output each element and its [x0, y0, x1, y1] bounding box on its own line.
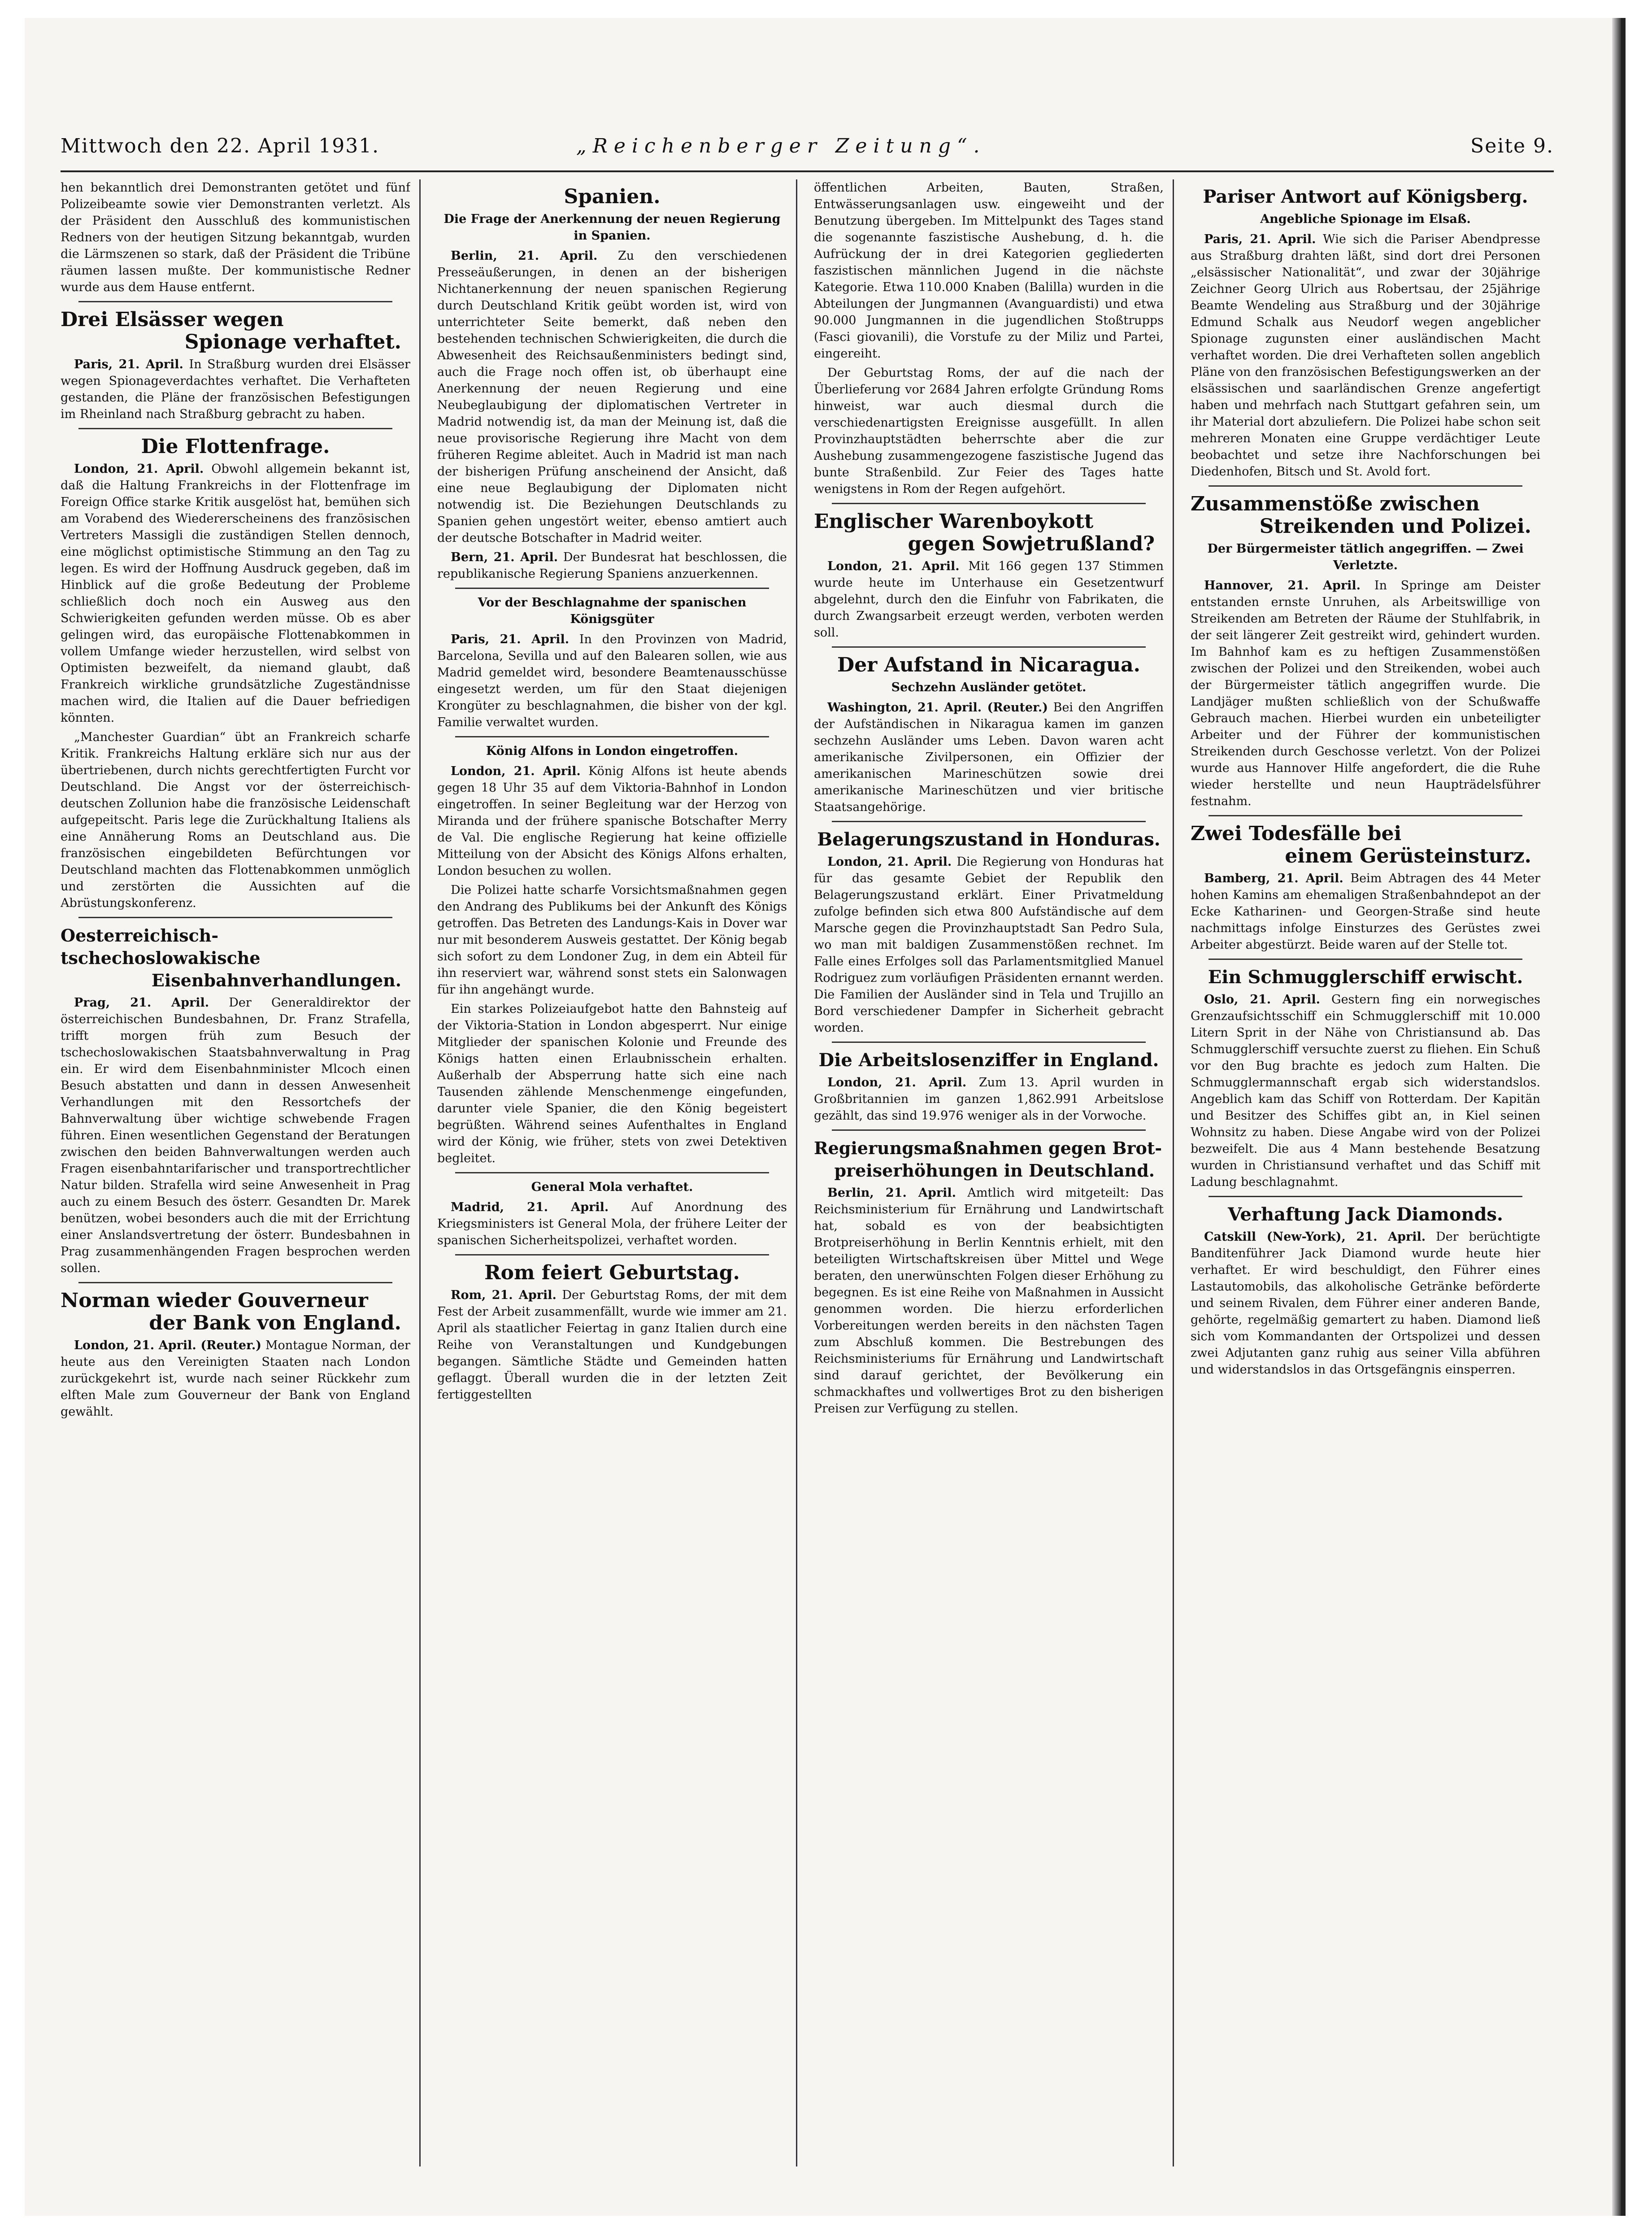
dateline: London, 21. April.: [74, 462, 204, 476]
dateline: Berlin, 21. April.: [451, 249, 598, 263]
headline-schmugglerschiff: Ein Schmugglerschiff erwischt.: [1208, 967, 1523, 988]
article-body: [61, 461, 410, 726]
article-divider: [832, 821, 1146, 822]
article-text: Der Generaldirektor der österreichischen Bundesbahnen, Dr. Franz Strafella, trifft morgen früh zum Besuch der tschechoslowakischen Staatsbahnverwaltung in Prag ein. Er wird dem Eisenbahnminister Mlcoch einen Besuch abstatten und dann in dessen Anwesenheit Verhandlungen mit den Ressortchefs der Bahnverwaltung über wichtige schwebende Fragen führen. Einen wesentlichen Gegenstand der Beratungen zwischen den beiden Bahnverwaltungen werden auch Fragen eisenbahntarifarischer und transportrechtlicher Natur bilden. Strafella wird seine Anwesenheit in Prag auch zu einem Besuch des österr. Gesandten Dr. Marek benützen, wobei besonders auch die mit der Errichtung einer Anslandsvertretung der österr. Bundesbahnen in Prag zusammenhängenden Fragen besprochen werden sollen.: [61, 996, 410, 1275]
dateline: Oslo, 21. April.: [1204, 993, 1320, 1007]
headline-line-1: Zusammenstöße zwischen: [1191, 493, 1480, 515]
headline-spanien: Spanien.: [564, 185, 661, 208]
dateline: Paris, 21. April.: [451, 632, 570, 646]
column-rule: [1173, 179, 1174, 2166]
headline-eisenbahn: [61, 924, 410, 992]
article-text: Der Bundesrat hat beschlossen, die republikanische Regierung Spaniens anzuerkennen.: [437, 550, 787, 581]
headline-line-1: Norman wieder Gouverneur: [61, 1289, 368, 1312]
article-text: Montague Norman, der heute aus den Vereinigten Staaten nach London zurückgekehrt ist, wurde nach seiner Rückkehr zum elften Male zum Gouverneur der Bank von England gewählt.: [61, 1338, 410, 1419]
header-newspaper-name: „Reichenberger Zeitung“.: [576, 135, 986, 157]
article-body: [437, 631, 787, 731]
subheadline: General Mola verhaftet.: [531, 1180, 693, 1194]
column-rule: [796, 179, 797, 2166]
headline-line-2: einem Gerüsteinsturz.: [1285, 845, 1531, 867]
headline-norman: [61, 1290, 410, 1334]
dateline: Prag, 21. April.: [74, 996, 209, 1010]
article-divider: [455, 736, 769, 737]
article-body: [814, 558, 1164, 641]
article-body: [437, 549, 787, 582]
article-body: [814, 1074, 1164, 1124]
article-body: [1191, 991, 1540, 1190]
article-body: [437, 1287, 787, 1403]
header-page-number: Seite 9.: [1470, 135, 1554, 157]
dateline: London, 21. April.: [827, 855, 952, 869]
headline-arbeitslosenziffer: Die Arbeitslosenziffer in England.: [818, 1050, 1159, 1071]
article-body: [61, 994, 410, 1277]
headline-todesfaelle: [1191, 823, 1540, 867]
article-body: [814, 854, 1164, 1036]
article-text: Der Geburtstag Roms, der mit dem Fest der Arbeit zusammenfällt, wurde wie immer am 21. April als staatlicher Feiertag in ganz Italien durch eine Reihe von Veranstaltungen und Kundgebungen begangen. Sämtliche Städte und Gemeinden hatten geflaggt. Überall wurden die in der letzten Zeit fertiggestellten: [437, 1288, 787, 1402]
article-text: Zum 13. April wurden in Großbritannien im ganzen 1,862.991 Arbeitslose gezählt, das sind 19.976 weniger als in der Vorwoche.: [814, 1076, 1164, 1123]
article-body: [1191, 1229, 1540, 1378]
article-divider: [1209, 959, 1522, 960]
headline-line-2: gegen Sowjetrußland?: [908, 532, 1155, 555]
column-1: [61, 179, 410, 2166]
headline-line-1: Englischer Warenboykott: [814, 510, 1094, 533]
subheadline: Die Frage der Anerkennung der neuen Regierung in Spanien.: [443, 212, 781, 243]
article-text: Bei den Angriffen der Aufständischen in Nikaragua kamen im ganzen sechzehn Ausländer ums Leben. Davon waren acht amerikanische Zivilpersonen, ein Offizier der amerikanischen Marineschützen sowie drei amerikanische Marineschützen und vier britische Staatsangehörige.: [814, 701, 1164, 814]
headline-spionage: [61, 309, 410, 353]
article-body: [61, 1337, 410, 1420]
article-divider: [455, 588, 769, 589]
page-header: [61, 135, 1554, 166]
dateline: Paris, 21. April.: [74, 357, 183, 371]
article-text: Amtlich wird mitgeteilt: Das Reichsministerium für Ernährung und Landwirtschaft hat, sobald es von der beabsichtigten Brotpreiserhöhung in Berlin Kenntnis erhielt, mit den beteiligten Wirtschaftskreisen über Mittel und Wege beraten, den unerwünschten Folgen dieser Erhöhung zu begegnen. Es ist eine Reihe von Maßnahmen in Aussicht genommen worden. Die hierzu erforderlichen Vorbereitungen werden bereits in den nächsten Tagen zum Abschluß kommen. Die Bestrebungen des Reichsministeriums für Ernährung und Landwirtschaft sind darauf gerichtet, der Bevölkerung ein schmackhaftes und vollwertiges Brot zu den bisherigen Preisen zur Verfügung zu stellen.: [814, 1186, 1164, 1416]
article-text: In den Provinzen von Madrid, Barcelona, Sevilla und auf den Balearen sollen, wie aus Madrid gemeldet wird, besondere Beamtenausschüsse eingesetzt werden, um für den Staat diejenigen Krongüter zu beschlagnahmen, die bisher von der kgl. Familie verwaltet wurden.: [437, 632, 787, 729]
headline-rom: Rom feiert Geburtstag.: [484, 1261, 740, 1284]
article-body: [814, 1185, 1164, 1417]
article-divider: [832, 646, 1146, 648]
article-divider: [78, 301, 392, 302]
dateline: Madrid, 21. April.: [451, 1200, 609, 1214]
column-rule: [419, 179, 421, 2166]
headline-zusammenstoesse: [1191, 493, 1540, 538]
headline-pariser-antwort: Pariser Antwort auf Königsberg.: [1203, 186, 1528, 207]
article-text: Wie sich die Pariser Abendpresse aus Straßburg drahten läßt, sind dort drei Personen „elsässischer Nationalität“, und zwar der 30jährige Zeichner Georg Ulrich aus Robertsau, der 25jährige Beamte Wendeling aus Straßburg und der 30jährige Edmund Schalk aus Neudorf wegen angeblicher Spionage zugunsten einer ausländischen Macht verhaftet worden. Die drei Verhafteten sollen angeblich Pläne von den französischen Befestigungswerken an der elsässischen und saarländischen Grenze angefertigt haben und mehrfach nach Stuttgart gefahren sein, um ihr Material dort abzuliefern. Die Polizei habe schon seit mehreren Monaten eine Gruppe verdächtiger Leute beobachtet und setze ihre Nachforschungen bei Diedenhofen, Bitsch und St. Avold fort.: [1191, 232, 1540, 479]
article-text: Obwohl allgemein bekannt ist, daß die Haltung Frankreichs in der Flottenfrage im Foreign Office starke Kritik ausgelöst hat, bemühen sich am Vorabend des Wiedererscheinens des französischen Vertreters Massigli die zuständigen Stellen dennoch, eine möglichst optimistische Stimmung an den Tag zu legen. Es wird der Hoffnung Ausdruck gegeben, daß im Hinblick auf die große Bedeutung der Probleme schließlich doch noch ein Ausweg aus den Schwierigkeiten gefunden werden müsse. Ob es aber gelingen wird, das europäische Flottenabkommen in vollem Umfange wieder herzustellen, wird selbst von Optimisten bezweifelt, da niemand glaubt, daß Frankreich wirkliche grundsätzliche Zugeständnisse machen wird, die Italien auf die Dauer befriedigen könnten.: [61, 462, 410, 725]
dateline: Hannover, 21. April.: [1204, 579, 1361, 593]
article-divider: [832, 503, 1146, 504]
article-body: [1191, 231, 1540, 480]
article-divider: [78, 917, 392, 918]
headline-line-2: Eisenbahnverhandlungen.: [151, 970, 401, 990]
article-text: König Alfons ist heute abends gegen 18 Uhr 35 auf dem Viktoria-Bahnhof in London eingetroffen. In seiner Begleitung war der Herzog von Miranda und der frühere spanische Botschafter Merry de Val. Die englische Regierung hat keine offizielle Mitteilung von der Absicht des Königs Alfons erhalten, London besuchen zu wollen.: [437, 764, 787, 878]
page-edge-shadow: [1612, 18, 1621, 2216]
headline-line-2: der Bank von England.: [149, 1312, 401, 1334]
article-divider: [1209, 485, 1522, 487]
headline-line-1: Drei Elsässer wegen: [61, 308, 284, 331]
article-text: Zu den verschiedenen Presseäußerungen, in denen an der bisherigen Nichtanerkennung der neuen spanischen Regierung durch Deutschland Kritik geübt worden ist, wird von unterrichteter Seite bemerkt, daß neben den bestehenden technischen Schwierigkeiten, die durch die Abwesenheit des Reichsaußenministers bedingt sind, auch die Frage noch offen ist, ob überhaupt eine Anerkennung der neuen Regierung und eine Neubeglaubigung der diplomatischen Vertreter in Madrid notwendig ist, da man der Meinung ist, daß die neue provisorische Regierung ihre Macht von dem früheren Regime ableitet. Auch in Madrid ist man nach der bisherigen Prüfung anscheinend der Ansicht, daß eine neue Beglaubigung der Diplomaten nicht notwendig ist. Die Beziehungen Deutschlands zu Spanien gehen ungestört weiter, ebenso amtiert auch der deutsche Botschafter in Madrid weiter.: [437, 249, 787, 545]
article-body: [61, 356, 410, 423]
column-2: [437, 179, 787, 2166]
article-text: Die Regierung von Honduras hat für das gesamte Gebiet der Republik den Belagerungszustand erklärt. Einer Privatmeldung zufolge befinden sich etwa 800 Aufständische auf dem Marsche gegen die Provinzhauptstadt San Pedro Sula, wo man mit baldigen Zusammenstößen rechnet. Im Falle eines Erfolges soll das Parlamentsmitglied Manuel Rodriguez zum vorläufigen Präsidenten ernannt werden. Die Familien der Ausländer sind in Tela und Trujillo an Bord verschiedener Dampfer in Sicherheit gebracht worden.: [814, 855, 1164, 1035]
article-body: [1191, 870, 1540, 953]
column-4: [1191, 179, 1540, 2166]
article-text: Beim Abtragen des 44 Meter hohen Kamins am ehemaligen Straßenbahndepot an der Ecke Katharinen- und Georgen-Straße sind heute nachmittags infolge Einsturzes des Gerüstes zwei Arbeiter abgestürzt. Beide waren auf der Stelle tot.: [1191, 872, 1540, 952]
headline-brotpreis: [814, 1137, 1164, 1182]
article-divider: [832, 1042, 1146, 1043]
headline-line-1: Zwei Todesfälle bei: [1191, 822, 1402, 845]
dateline: Berlin, 21. April.: [827, 1186, 956, 1200]
dateline: Washington, 21. April. (Reuter.): [827, 701, 1048, 715]
article-divider: [78, 1282, 392, 1283]
subheadline: Der Bürgermeister tätlich angegriffen. — Zwei Verletzte.: [1207, 542, 1524, 572]
article-body: [437, 763, 787, 879]
article-body: [814, 699, 1164, 815]
article-body: „Manchester Guardian“ übt an Frankreich scharfe Kritik. Frankreichs Haltung erkläre sich nur aus der übertriebenen, durch nichts gerechtfertigten Furcht vor Deutschland. Die Angst vor der österreichisch-deutschen Zollunion habe die französische Leidenschaft aufgepeitscht. Paris lege die Zurückhaltung Italiens als eine Annäherung Roms an Deutschland aus. Die französischen eingebildeten Befürchtungen vor Deutschland machten das Flottenabkommen unmöglich und zerstörten die Aussichten auf die Abrüstungskonferenz.: [61, 730, 410, 910]
article-text: Der berüchtigte Banditenführer Jack Diamond wurde heute hier verhaftet. Er wird beschuldigt, den Führer eines Lastautomobils, das alkoholische Getränke beförderte und seinem Rivalen, dem Führer einer anderen Bande, gehörte, regelmäßig gemartert zu haben. Diamond ließ sich vom Kommandanten der Ortspolizei und dessen zwei Adjutanten ganz ruhig aus seiner Villa abführen und widerstandslos in das Ortsgefängnis einsperren.: [1191, 1230, 1540, 1377]
subheadline: Vor der Beschlagnahme der spanischen Königsgüter: [478, 596, 747, 626]
headline-line-1: Regierungsmaßnahmen gegen Brot-: [814, 1138, 1162, 1158]
article-text: In Straßburg wurden drei Elsässer wegen Spionageverdachtes verhaftet. Die Verhafteten gestanden, die Pläne der französischen Befestigungen im Rheinland nach Straßburg gebracht zu haben.: [61, 357, 410, 421]
dateline: Bamberg, 21. April.: [1204, 872, 1343, 885]
dateline: Bern, 21. April.: [451, 550, 558, 564]
header-date: Mittwoch den 22. April 1931.: [61, 135, 380, 157]
article-divider: [1209, 815, 1522, 816]
article-divider: [455, 1172, 769, 1173]
headline-warenboykott: [814, 510, 1164, 555]
article-divider: [832, 1129, 1146, 1131]
article-text: In Springe am Deister entstanden ernste Unruhen, als Arbeitswillige von Streikenden am Betreten der Räume der Stuhlfabrik, in der seit längerer Zeit gestreikt wird, gehindert wurden. Im Bahnhof kam es zu heftigen Zusammenstößen zwischen der Polizei und den Streikenden, wobei auch der Bürgermeister tätlich angegriffen wurde. Die Landjäger mußten schließlich von der Schußwaffe Gebrauch machen. Hierbei wurden ein unbeteiligter Arbeiter und der Führer der kommunistischen Streikenden durch Geschosse verletzt. Von der Polizei wurde aus Hannover Hilfe angefordert, die die Ruhe wieder herstellte und neun Haupträdelsführer festnahm.: [1191, 579, 1540, 808]
headline-nicaragua: Der Aufstand in Nicaragua.: [837, 654, 1140, 676]
subheadline: Angebliche Spionage im Elsaß.: [1260, 212, 1471, 226]
headline-honduras: Belagerungszustand in Honduras.: [817, 829, 1161, 850]
article-divider: [1209, 1196, 1522, 1197]
dateline: London, 21. April.: [827, 1076, 967, 1090]
dateline: Rom, 21. April.: [451, 1288, 556, 1302]
dateline: Catskill (New-York), 21. April.: [1204, 1230, 1426, 1244]
header-rule: [61, 170, 1554, 172]
headline-line-2: Spionage verhaftet.: [184, 331, 401, 353]
article-body: Der Geburtstag Roms, der auf die nach der Überlieferung vor 2684 Jahren erfolgte Gründung Roms hinweist, war auch diesmal durch die verschiedenartigsten Ereignisse ausgefüllt. In allen Provinzhauptstädten beherrschte aber die zur Aushebung zusammengezogene faszistische Jugend das bunte Straßenbild. Zur Feier des Tages hatte wenigstens in Rom der Regen aufgehört.: [814, 366, 1164, 496]
article-continuation: öffentlichen Arbeiten, Bauten, Straßen, Entwässerungsanlagen usw. eingeweiht und der Benutzung übergeben. Im Mittelpunkt des Tages stand die sogenannte faszistische Aushebung, d. h. die Aufrückung der in drei Kategorien gegliederten faszistischen männlichen Jugend in die nächste Kategorie. Etwa 110.000 Knaben (Balilla) wurden in die Abteilungen der Jungmannen (Avanguardisti) und etwa 90.000 Jungmannen in die jugendlichen Stoßtrupps (Fasci giovanili), die Vorstufe zu der Miliz und Partei, eingereiht.: [814, 181, 1164, 361]
article-body: [437, 1199, 787, 1249]
subheadline: Sechzehn Ausländer getötet.: [891, 680, 1087, 694]
subheadline: König Alfons in London eingetroffen.: [486, 744, 739, 758]
dateline: Paris, 21. April.: [1204, 232, 1316, 246]
article-divider: [78, 428, 392, 429]
article-body: Die Polizei hatte scharfe Vorsichtsmaßnahmen gegen den Andrang des Publikums bei der Ankunft des Königs getroffen. Das Betreten des Landungs-Kais in Dover war nur mit besonderem Ausweis gestattet. Der König begab sich sofort zu dem Londoner Zug, in dem ein Abteil für ihn reserviert war, während sonst stets ein Salonwagen für ihn angehängt wurde.: [437, 883, 787, 997]
article-body: Ein starkes Polizeiaufgebot hatte den Bahnsteig auf der Viktoria-Station in London abgesperrt. Nur einige Mitglieder der spanischen Kolonie und Freunde des Königs hatten einen Erlaubnisschein erhalten. Außerhalb der Absperrung hatte sich eine nach Tausenden zählende Menschenmenge eingefunden, darunter viele Spanier, die den König begeistert begrüßten. Während seines Aufenthaltes in England wird der König, wie früher, stets von zwei Detektiven begleitet.: [437, 1002, 787, 1165]
column-3: [814, 179, 1164, 2166]
article-continuation: hen bekanntlich drei Demonstranten getötet und fünf Polizeibeamte sowie vier Demonstranten verletzt. Als der Präsident den Ausschluß des kommunistischen Redners von der heutigen Sitzung bekanntgab, wurden die Lärmszenen so stark, daß der Präsident die Tribüne räumen lassen mußte. Der kommunistische Redner wurde aus dem Hause entfernt.: [61, 181, 410, 294]
article-text: Gestern fing ein norwegisches Grenzaufsichtsschiff ein Schmugglerschiff mit 10.000 Litern Sprit in der Nähe von Christiansund ab. Das Schmugglerschiff versuchte zuerst zu fliehen. Ein Schuß vor den Bug brachte es jedoch zum Halten. Die Schmugglermannschaft ergab sich widerstandslos. Angeblich kam das Schiff von Rotterdam. Der Kapitän und Besitzer des Schiffes gibt an, in Kiel seinen Wohnsitz zu haben. Diese Angabe wird von der Polizei bezweifelt. Die aus 4 Mann bestehende Besatzung wurden in Christiansund verhaftet und das Schiff mit Ladung beschlagnahmt.: [1191, 993, 1540, 1189]
dateline: London, 21. April.: [451, 764, 581, 778]
dateline: London, 21. April.: [827, 559, 960, 573]
headline-line-1: Oesterreichisch-tschechoslowakische: [61, 925, 261, 968]
article-text: Mit 166 gegen 137 Stimmen wurde heute im Unterhause ein Gesetzentwurf abgelehnt, durch den die Einfuhr von Fabrikaten, die durch Zwangsarbeit erzeugt werden, verboten werden soll.: [814, 559, 1164, 640]
article-text: Auf Anordnung des Kriegsministers ist General Mola, der frühere Leiter der spanischen Sicherheitspolizei, verhaftet worden.: [437, 1200, 787, 1247]
headline-flottenfrage: Die Flottenfrage.: [141, 435, 330, 458]
dateline: London, 21. April. (Reuter.): [74, 1338, 261, 1352]
article-divider: [455, 1254, 769, 1255]
headline-line-2: Streikenden und Polizei.: [1259, 515, 1531, 538]
headline-line-2: preiserhöhungen in Deutschland.: [834, 1160, 1155, 1181]
article-body: [437, 248, 787, 546]
article-body: [1191, 577, 1540, 810]
headline-jack-diamond: Verhaftung Jack Diamonds.: [1228, 1204, 1503, 1225]
